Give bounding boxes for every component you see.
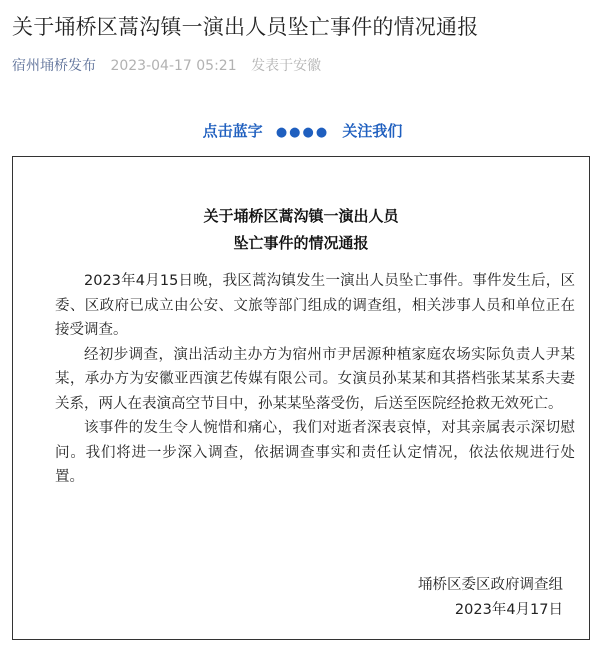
notice-paragraph: 该事件的发生令人惋惜和痛心，我们对逝者深表哀悼，对其亲属表示深切慰问。我们将进一步深入调查，依据调查事实和责任认定情况，依法依规进行处置。 bbox=[55, 420, 575, 485]
publish-location: 发表于安徽 bbox=[251, 58, 322, 74]
notice-paragraph: 经初步调查，演出活动主办方为宿州市尹居源种植家庭农场实际负责人尹某某，承办方为安徽亚西演艺传媒有限公司。女演员孙某某和其搭档张某某系夫妻关系，两人在表演高空节目中，孙某某坠落受伤，后送至医院经抢救无效死亡。 bbox=[55, 346, 575, 412]
publish-time: 2023-04-17 05:21 bbox=[110, 58, 237, 74]
article-title: 关于埇桥区蒿沟镇一演出人员坠亡事件的情况通报 bbox=[12, 15, 479, 39]
notice-body bbox=[55, 269, 575, 490]
follow-banner bbox=[0, 120, 605, 144]
notice-title-line-1: 关于埇桥区蒿沟镇一演出人员 bbox=[203, 207, 399, 225]
notice-signature: 埇桥区委区政府调查组 bbox=[418, 577, 563, 593]
follow-us-link[interactable]: 关注我们 bbox=[342, 122, 403, 140]
notice-signature-block bbox=[418, 573, 563, 623]
notice-title-line-2: 坠亡事件的情况通报 bbox=[233, 234, 369, 252]
official-notice-image bbox=[12, 156, 590, 640]
click-blue-text-link[interactable]: 点击蓝字 bbox=[202, 122, 263, 140]
notice-paragraph: 2023年4月15日晚，我区蒿沟镇发生一演出人员坠亡事件。事件发生后，区委、区政府已成立由公安、文旅等部门组成的调查组，相关涉事人员和单位正在接受调查。 bbox=[55, 273, 575, 338]
dots-decoration: ●●●● bbox=[275, 125, 330, 140]
account-name-link[interactable]: 宿州埇桥发布 bbox=[12, 58, 96, 74]
article-meta bbox=[12, 56, 321, 76]
notice-date: 2023年4月17日 bbox=[454, 602, 563, 618]
notice-title bbox=[13, 203, 589, 257]
